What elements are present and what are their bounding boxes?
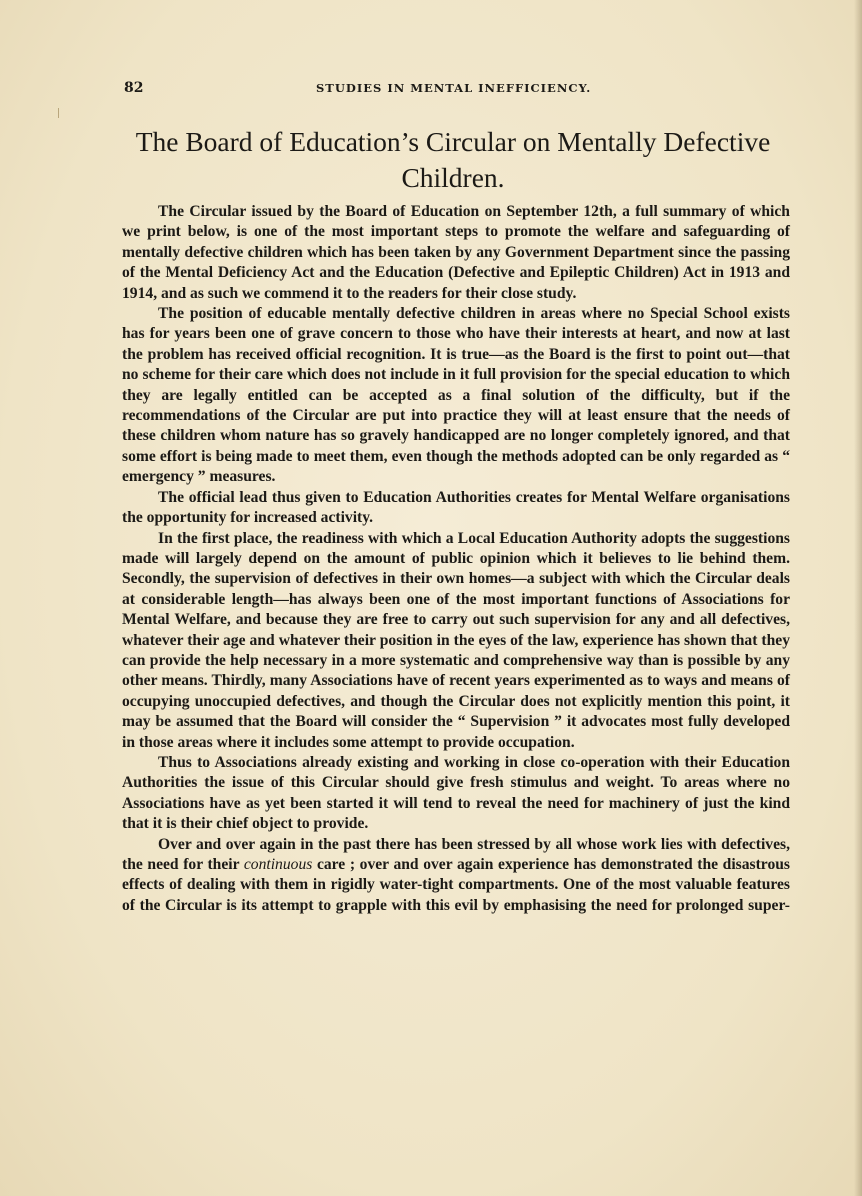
paragraph-6-part-2: care ; over and over again experience has demonstrated the disastrous effects of dealing with them in rigidly water-tight compartments. One of the most valuable features of the Circular is its attempt to grapple with this evil by emphasising the need for prolonged super- bbox=[122, 856, 790, 914]
paragraph-6-part-1: Over and over again in the past there has been stressed by all whose work lies with defectives, the need for their bbox=[122, 835, 790, 873]
margin-mark bbox=[58, 108, 59, 118]
paragraph-6-italic: continuous bbox=[243, 856, 313, 873]
running-head bbox=[124, 80, 764, 100]
page-number: 82 bbox=[124, 80, 144, 96]
paragraph-6 bbox=[122, 835, 790, 917]
page-edge-shadow bbox=[854, 0, 862, 1196]
article-body bbox=[122, 202, 790, 916]
journal-title: STUDIES IN MENTAL INEFFICIENCY. bbox=[316, 81, 592, 95]
paragraph-4: In the first place, the readiness with which a Local Education Authority adopts the suggestions made will largely depend on the amount of public opinion which it believes to lie behind them. Secondly, the supervision of defectives in their own homes—a subject with which the Circular deals at considerable length—has always been one of the most important functions of Associations for Mental Welfare, and because they are free to carry out such supervision for any and all defectives, whatever their age and whatever their position in the eyes of the law, experience has shown that they can provide the help necessary in a more systematic and comprehensive way than is possible by any other means. Thirdly, many Associations have of recent years experimented as to ways and means of occupying unoccupied defectives, and though the Circular does not explicitly mention this point, it may be assumed that the Board will consider the “ Supervision ” it advocates most fully developed in those areas where it includes some attempt to provide occupation. bbox=[122, 529, 790, 751]
article-title: The Board of Education’s Circular on Mentally Defective Children. bbox=[135, 126, 771, 193]
paragraph-1: The Circular issued by the Board of Education on September 12th, a full summary of which we print below, is one of the most important steps to promote the welfare and safeguarding of mentally defective children which has been taken by any Government Department since the passing of the Mental Deficiency Act and the Education (Defective and Epileptic Children) Act in 1913 and 1914, and as such we commend it to the readers for their close study. bbox=[122, 203, 790, 302]
paragraph-3: The official lead thus given to Education Authorities creates for Mental Welfare organisations the opportunity for increased activity. bbox=[122, 488, 790, 527]
paragraph-5: Thus to Associations already existing and working in close co-operation with their Education Authorities the issue of this Circular should give fresh stimulus and weight. To areas where no Associations have as yet been started it will tend to reveal the need for machinery of just the kind that it is their chief object to provide. bbox=[122, 753, 790, 833]
paragraph-2: The position of educable mentally defective children in areas where no Special School exists has for years been one of grave concern to those who have their interests at heart, and now at last the problem has received official recognition. It is true—as the Board is the first to point out—that no scheme for their care which does not include in it full provision for the special education to which they are legally entitled can be accepted as a final solution of the difficulty, but if the recommendations of the Circular are put into practice they will at least ensure that the needs of these children whom nature has so gravely handicapped are no longer completely ignored, and that some effort is being made to meet them, even though the methods adopted can be only regarded as “ emergency ” measures. bbox=[122, 305, 790, 486]
